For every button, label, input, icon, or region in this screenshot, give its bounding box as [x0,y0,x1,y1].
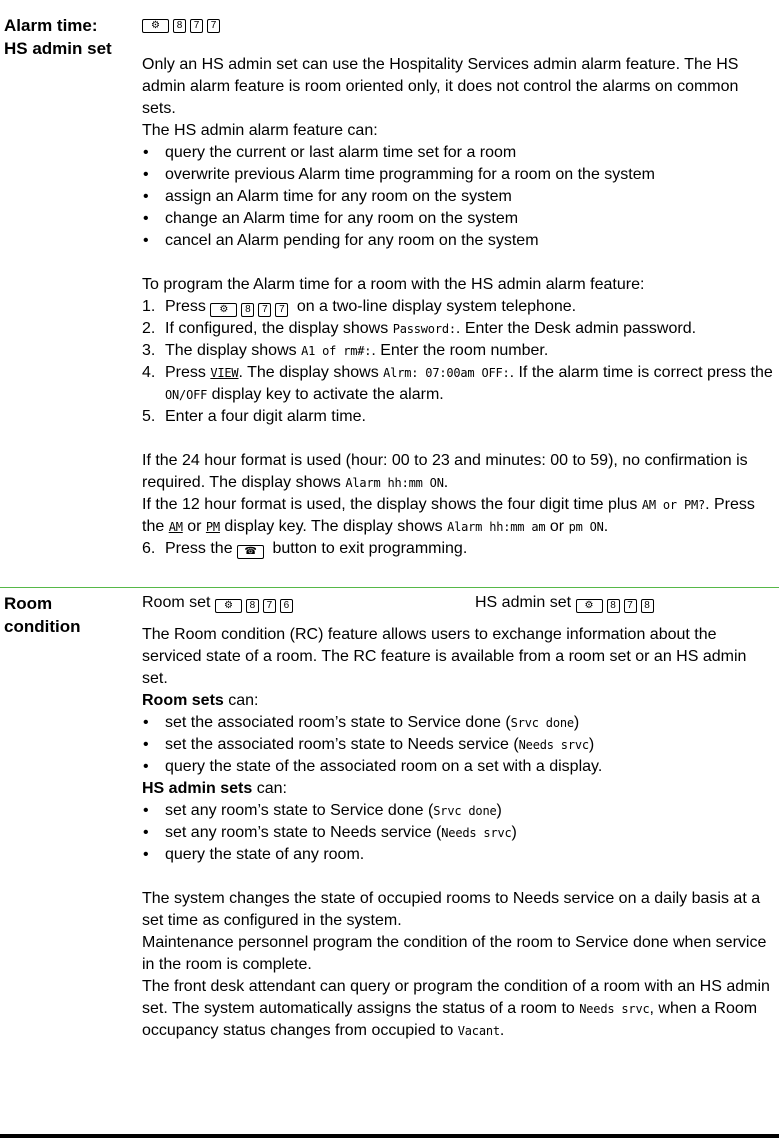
release-key-icon: ☎ [237,545,264,559]
alarm-steps-cont [142,538,776,560]
alarm-can-heading: The HS admin alarm feature can: [142,122,378,139]
room-daily-note: The system changes the state of occupied rooms to Needs service on a daily basis at a set time as configured in the system. [142,890,761,929]
alarm-12-hour-note: If the 12 hour format is used, the display shows the four digit time plus AM or PM?. Press the AM or PM display key. The display shows Alarm hh:mm am or pm ON. [142,496,755,535]
room-maintenance-note: Maintenance personnel program the condition of the room to Service done when service in the room is complete. [142,934,767,973]
room-condition-codes [142,590,776,616]
room-sets-list [142,712,776,778]
alarm-steps [142,296,776,428]
list-item: • set the associated room’s state to Needs service (Needs srvc) [142,734,776,756]
step-1: 1. Press ⚙ 8 7 7 on a two-line display system telephone. [142,298,577,315]
alarm-time-title: Alarm time: HS admin set [4,16,112,58]
hs-admin-set-code: HS admin set ⚙ 8 7 8 [475,592,658,614]
list-item: • overwrite previous Alarm time programming for a room on the system [142,164,776,186]
list-item: • cancel an Alarm pending for any room on the system [142,230,776,252]
step-2: 2. If configured, the display shows Password:. Enter the Desk admin password. [142,320,697,337]
alarm-feature-code [142,14,776,38]
list-item: • set the associated room’s state to Service done (Srvc done) [142,712,776,734]
display-text: Alrm: 07:00am OFF: [383,366,510,380]
feature-key-icon: ⚙ [142,19,169,33]
list-item: • assign an Alarm time for any room on the system [142,186,776,208]
pm-display-key: PM [205,520,220,534]
feature-key-icon: ⚙ [210,303,237,317]
list-item: • set any room’s state to Service done (Srvc done) [142,800,776,822]
display-text: A1 of rm#: [301,344,372,358]
room-set-code: Room set ⚙ 8 7 6 [142,592,475,614]
view-display-key: VIEW [210,366,239,380]
on-off-display-key: ON/OFF [165,388,208,402]
room-condition-title: Room condition [4,594,81,636]
display-text: Vacant [457,1024,500,1038]
page-bottom-rule [0,1134,779,1138]
hs-admin-sets-heading: HS admin sets can: [142,780,287,797]
alarm-intro: Only an HS admin set can use the Hospitality Services admin alarm feature. The HS admin alarm feature is room oriented only, it does not control the alarms on common sets. [142,56,739,117]
step-6: 6. Press the ☎ button to exit programming. [142,540,468,557]
display-text: AM or PM? [641,498,706,512]
alarm-time-body [142,14,776,560]
list-item: • change an Alarm time for any room on the system [142,208,776,230]
digit-key: 7 [207,19,220,33]
feature-key-icon: ⚙ [215,599,242,613]
alarm-24-hour-note: If the 24 hour format is used (hour: 00 to 23 and minutes: 00 to 59), no confirmation is required. The display shows Alarm hh:mm ON. [142,452,748,491]
feature-key-icon: ⚙ [576,599,603,613]
display-text: pm ON [568,520,604,534]
display-text: Alarm hh:mm am [447,520,546,534]
list-item: • query the state of any room. [142,844,776,866]
step-4: 4. Press VIEW. The display shows Alrm: 07:00am OFF:. If the alarm time is correct press the ON/OFF display key to activate the alarm. [142,364,773,403]
room-sets-heading: Room sets can: [142,692,259,709]
room-condition-section [0,587,779,1039]
list-item: • query the state of the associated room on a set with a display. [142,756,776,778]
step-5: 5. Enter a four digit alarm time. [142,408,366,425]
room-intro: The Room condition (RC) feature allows users to exchange information about the serviced state of a room. The RC feature is available from a room set or an HS admin set. [142,626,747,687]
room-condition-body [142,590,776,1042]
digit-key: 8 [173,19,186,33]
am-display-key: AM [168,520,183,534]
list-item: • set any room’s state to Needs service (Needs srvc) [142,822,776,844]
step-3: 3. The display shows A1 of rm#:. Enter the room number. [142,342,549,359]
alarm-capabilities-list [142,142,776,252]
digit-key: 7 [190,19,203,33]
room-front-desk-note: The front desk attendant can query or program the condition of a room with an HS admin set. The system automatically assigns the status of a room to Needs srvc, when a Room occupancy status changes from occupied to Vacant. [142,978,770,1039]
display-text: Password: [392,322,456,336]
display-text: Needs srvc [579,1002,650,1016]
alarm-program-heading: To program the Alarm time for a room with the HS admin alarm feature: [142,276,645,293]
list-item: • query the current or last alarm time set for a room [142,142,776,164]
display-text: Alarm hh:mm ON [345,476,444,490]
hs-admin-sets-list [142,800,776,866]
